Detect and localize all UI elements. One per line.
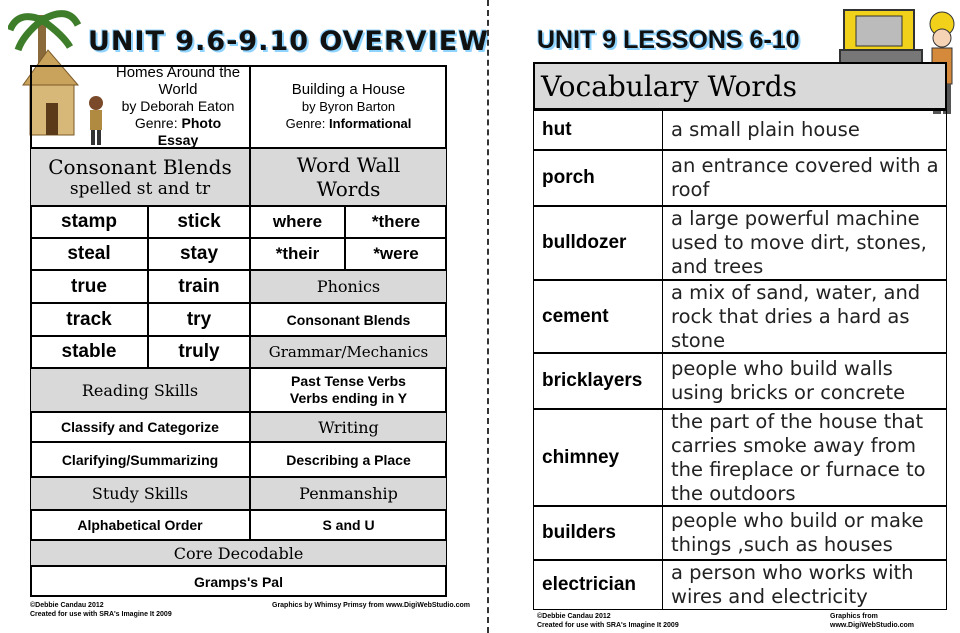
vocab-word: porch: [533, 150, 663, 206]
story2-genre-label: Genre:: [285, 116, 326, 131]
reading-skill-value: Clarifying/Summarizing: [30, 442, 250, 477]
story1-title: Homes Around the World: [115, 64, 241, 98]
blends-subheader-label: spelled st and tr: [69, 179, 211, 199]
vocab-word: hut: [533, 110, 663, 150]
created-for-text: Created for use with SRA's Imagine It 2009: [30, 611, 172, 618]
story2-author: by Byron Barton: [301, 99, 396, 114]
vocab-definition: a small plain house: [662, 110, 947, 150]
word-wall-header: Word Wall Words: [250, 148, 447, 206]
study-skills-value: Alphabetical Order: [30, 510, 250, 540]
story1-author: by Deborah Eaton: [121, 98, 235, 114]
story1-genre: Photo Essay: [157, 115, 222, 148]
word-wall-word: *their: [250, 238, 345, 270]
consonant-blends-header: [30, 148, 250, 206]
vocab-word: bricklayers: [533, 353, 663, 409]
vocab-definition: a large powerful machine used to move dirt, stones, and trees: [662, 206, 947, 280]
vocab-word: builders: [533, 506, 663, 560]
vocab-word: cement: [533, 280, 663, 353]
left-footer-credit: [30, 601, 172, 619]
vocab-word: electrician: [533, 560, 663, 610]
vocab-definition: a person who works with wires and electricity: [662, 560, 947, 610]
story1-cell: [30, 65, 250, 148]
created-for-text: Created for use with SRA's Imagine It 2009: [537, 622, 679, 629]
grammar-label: Grammar/Mechanics: [250, 336, 447, 368]
vocab-definition: a mix of sand, water, and rock that dries a hard as stone: [662, 280, 947, 353]
grammar-value: [250, 368, 447, 412]
vocab-word: bulldozer: [533, 206, 663, 280]
writing-value: Describing a Place: [250, 442, 447, 477]
writing-label: Writing: [250, 412, 447, 442]
left-graphics-credit: Graphics by Whimsy Primsy from www.DigiWebStudio.com: [272, 602, 470, 609]
blend-word: stamp: [30, 206, 148, 238]
phonics-label: Phonics: [250, 270, 447, 303]
blend-word: stay: [148, 238, 250, 270]
blend-word: stick: [148, 206, 250, 238]
core-decodable-label: Core Decodable: [30, 540, 447, 566]
story2-title: Building a House: [291, 81, 406, 98]
overview-title: UNIT 9.6-9.10 OVERVIEW: [88, 26, 489, 57]
blend-word: stable: [30, 336, 148, 368]
vocab-definition: people who build or make things ,such as houses: [662, 506, 947, 560]
copyright-text: ©Debbie Candau 2012: [30, 602, 104, 609]
story2-cell: [250, 65, 447, 148]
blend-word: try: [148, 303, 250, 336]
vocab-definition: people who build walls using bricks or concrete: [662, 353, 947, 409]
blend-word: train: [148, 270, 250, 303]
vocab-definition: the part of the house that carries smoke away from the fireplace or furnace to the outdoors: [662, 409, 947, 506]
right-footer-credit: [537, 612, 679, 630]
story2-genre: Informational: [329, 116, 412, 131]
grammar-value-2: Verbs ending in Y: [289, 390, 408, 406]
grammar-value-1: Past Tense Verbs: [291, 373, 406, 389]
core-decodable-value: Gramps's Pal: [30, 566, 447, 597]
study-skills-label: Study Skills: [30, 477, 250, 510]
word-wall-word: *were: [345, 238, 447, 270]
story1-genre-label: Genre:: [134, 115, 178, 131]
vocab-table-title: Vocabulary Words: [541, 69, 798, 103]
lessons-title: UNIT 9 LESSONS 6-10: [537, 26, 800, 54]
vocab-word: chimney: [533, 409, 663, 506]
blend-word: track: [30, 303, 148, 336]
blend-word: truly: [148, 336, 250, 368]
vocab-title-cell: [533, 62, 947, 110]
penmanship-label: Penmanship: [250, 477, 447, 510]
copyright-text: ©Debbie Candau 2012: [537, 613, 611, 620]
word-wall-word: *there: [345, 206, 447, 238]
phonics-value: Consonant Blends: [250, 303, 447, 336]
penmanship-value: S and U: [250, 510, 447, 540]
reading-skills-label: Reading Skills: [30, 368, 250, 412]
blends-header-label: Consonant Blends: [48, 155, 232, 179]
vocab-definition: an entrance covered with a roof: [662, 150, 947, 206]
word-wall-word: where: [250, 206, 345, 238]
page-divider: [487, 0, 489, 633]
reading-skill-value: Classify and Categorize: [30, 412, 250, 442]
blend-word: steal: [30, 238, 148, 270]
right-graphics-credit: Graphics from www.DigiWebStudio.com: [830, 613, 914, 629]
blend-word: true: [30, 270, 148, 303]
